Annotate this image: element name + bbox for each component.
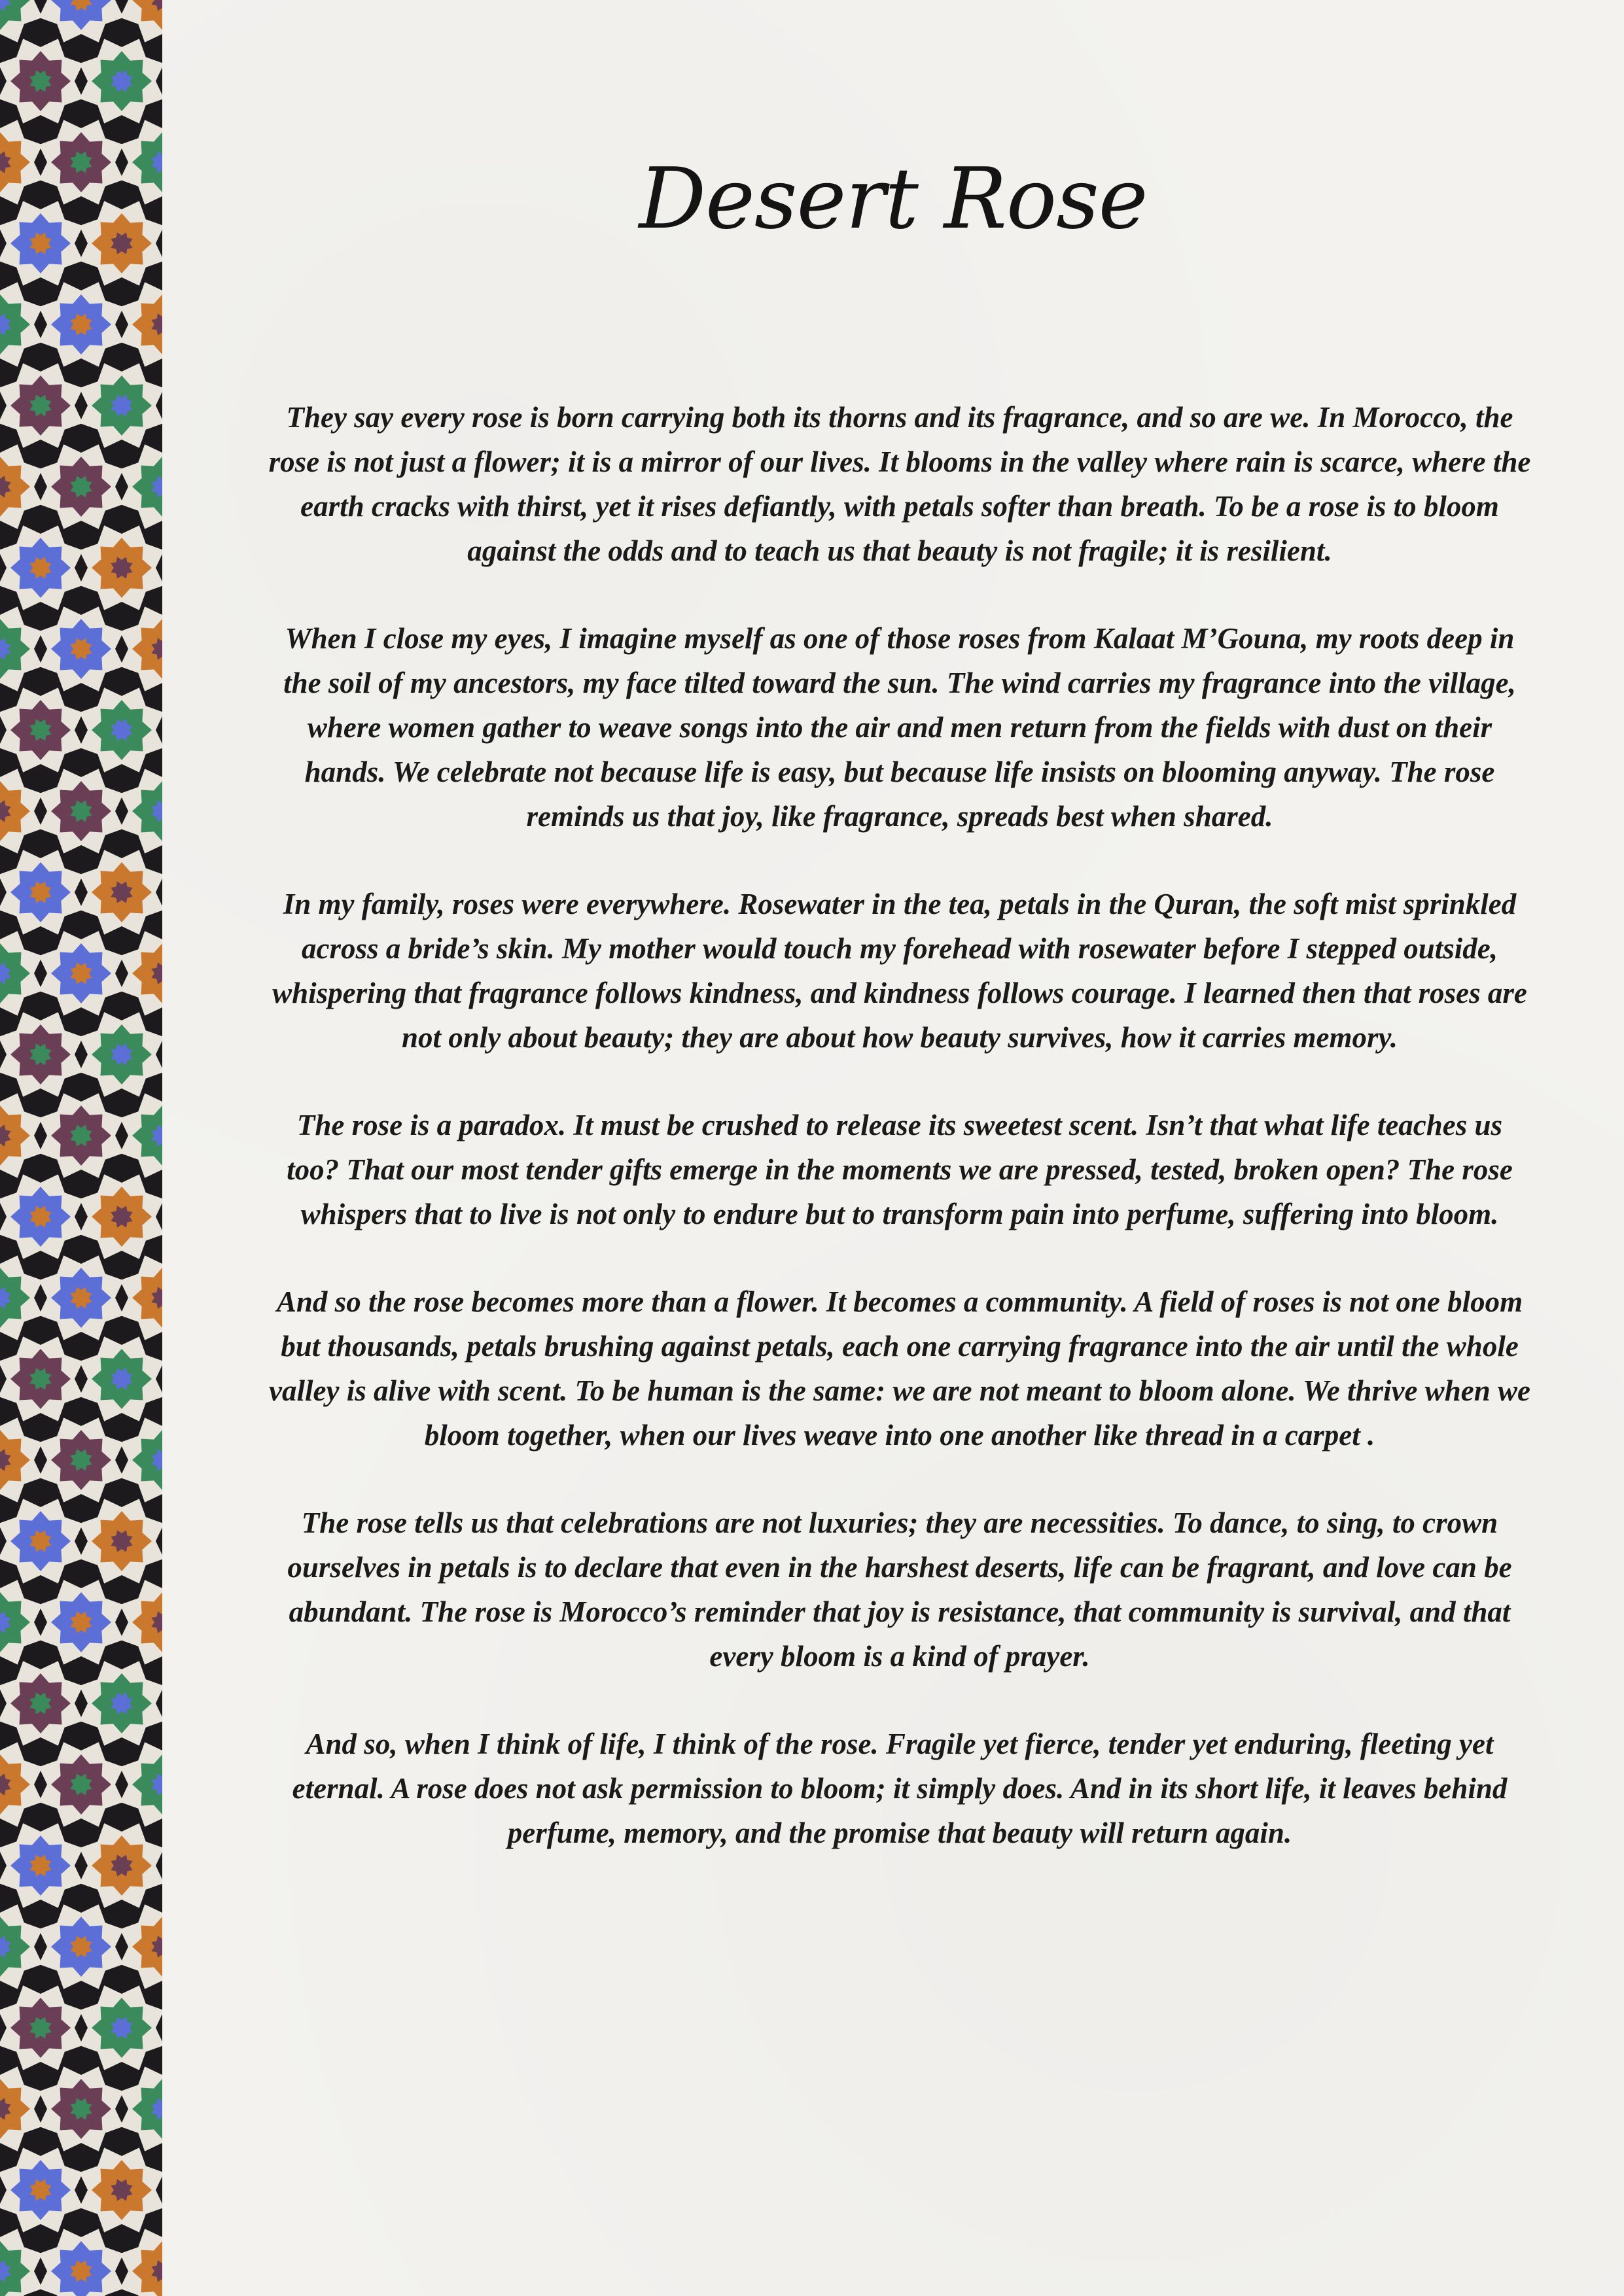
paragraph-5: And so the rose becomes more than a flower. It becomes a community. A field of roses is not one bloom but thousands, petals brushing against petals, each one carrying fragrance into the air until the whole valley is alive with scent. To be human is the same: we are not meant to bloom alone. We thrive when we bloom together, when our lives weave into one another like thread in a carpet .	[269, 1285, 1530, 1452]
paragraph-3: In my family, roses were everywhere. Rosewater in the tea, petals in the Quran, the soft mist sprinkled across a bride’s skin. My mother would touch my forehead with rosewater before I stepped outside, whispering that fragrance follows kindness, and kindness follows courage. I learned then that roses are not only about beauty; they are about how beauty survives, how it carries memory.	[272, 888, 1527, 1054]
essay-body	[268, 395, 1531, 1898]
paragraph-2: When I close my eyes, I imagine myself as one of those roses from Kalaat M’Gouna, my roots deep in the soil of my ancestors, my face tilted toward the sun. The wind carries my fragrance into the village, where women gather to weave songs into the air and men return from the fields with dust on their hands. We celebrate not because life is easy, but because life insists on blooming anyway. The rose reminds us that joy, like fragrance, spreads best when shared.	[283, 622, 1516, 833]
paragraph-7: And so, when I think of life, I think of the rose. Fragile yet fierce, tender yet enduring, fleeting yet eternal. A rose does not ask permission to bloom; it simply does. And in its short life, it leaves behind perfume, memory, and the promise that beauty will return again.	[292, 1728, 1508, 1849]
paragraph-4: The rose is a paradox. It must be crushed to release its sweetest scent. Isn’t that what life teaches us too? That our most tender gifts emerge in the moments we are pressed, tested, broken open? The rose whispers that to live is not only to endure but to transform pain into perfume, suffering into bloom.	[287, 1109, 1513, 1230]
zellige-tile-pattern-icon	[0, 0, 162, 2296]
paragraph-6: The rose tells us that celebrations are not luxuries; they are necessities. To dance, to sing, to crown ourselves in petals is to declare that even in the harshest deserts, life can be fragrant, and love can be abundant. The rose is Morocco’s reminder that joy is resistance, that community is survival, and that every bloom is a kind of prayer.	[287, 1506, 1512, 1673]
paragraph-1: They say every rose is born carrying both its thorns and its fragrance, and so are we. In Morocco, the rose is not just a flower; it is a mirror of our lives. It blooms in the valley where rain is scarce, where the earth cracks with thirst, yet it rises defiantly, with petals softer than breath. To be a rose is to bloom against the odds and to teach us that beauty is not fragile; it is resilient.	[268, 401, 1531, 567]
page-title: Desert Rose	[639, 150, 1148, 248]
